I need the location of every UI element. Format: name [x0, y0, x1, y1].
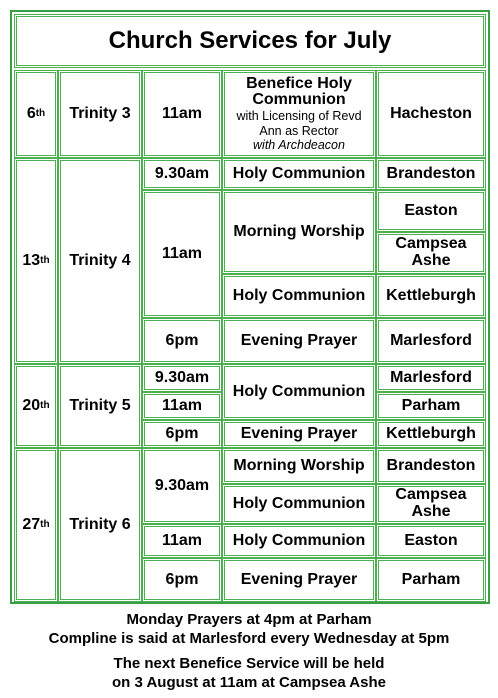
date-cell: 13 th: [14, 158, 58, 364]
time-cell: 6pm: [142, 558, 222, 602]
time-cell: 9.30am: [142, 364, 222, 392]
time-cell: 9.30am: [142, 158, 222, 190]
place-cell: Parham: [376, 558, 486, 602]
time-cell: 9.30am: [142, 448, 222, 524]
service-cell: Holy Communion: [222, 274, 376, 318]
place-cell: Brandeston: [376, 158, 486, 190]
place-cell: Easton: [376, 524, 486, 558]
place-cell: Hacheston: [376, 70, 486, 158]
place-cell: Campsea Ashe: [376, 232, 486, 274]
place-cell: Marlesford: [376, 318, 486, 364]
monday-prayers-note: Monday Prayers at 4pm at Parham: [126, 611, 372, 628]
place-cell: Campsea Ashe: [376, 484, 486, 524]
date-cell: 6 th: [14, 70, 58, 158]
date-cell: 20 th: [14, 364, 58, 448]
place-cell: Easton: [376, 190, 486, 232]
time-cell: 6pm: [142, 420, 222, 448]
place-cell: Kettleburgh: [376, 420, 486, 448]
service-cell: [222, 70, 376, 158]
service-cell: Holy Communion: [222, 484, 376, 524]
place-cell: Marlesford: [376, 364, 486, 392]
footer-notes: [0, 610, 498, 692]
page-title: Church Services for July: [14, 14, 486, 68]
service-cell: Evening Prayer: [222, 318, 376, 364]
date-number: 6: [26, 104, 36, 122]
date-number: 20: [22, 396, 41, 414]
service-cell: Morning Worship: [222, 448, 376, 484]
service-cell: Holy Communion: [222, 158, 376, 190]
time-cell: 11am: [142, 70, 222, 158]
sunday-cell: Trinity 5: [58, 364, 142, 448]
sunday-cell: Trinity 4: [58, 158, 142, 364]
time-cell: 6pm: [142, 318, 222, 364]
date-number: 13: [22, 251, 41, 269]
place-cell: Parham: [376, 392, 486, 420]
time-cell: 11am: [142, 392, 222, 420]
date-cell: 27 th: [14, 448, 58, 602]
sunday-cell: Trinity 6: [58, 448, 142, 602]
service-cell: Holy Communion: [222, 364, 376, 420]
service-cell: Evening Prayer: [222, 420, 376, 448]
next-service-note: The next Benefice Service will be held: [113, 655, 385, 672]
place-cell: Kettleburgh: [376, 274, 486, 318]
service-cell: Evening Prayer: [222, 558, 376, 602]
service-note-archdeacon: with Archdeacon: [253, 137, 345, 152]
service-cell: Holy Communion: [222, 524, 376, 558]
time-cell: 11am: [142, 190, 222, 318]
next-service-date-note: on 3 August at 11am at Campsea Ashe: [112, 674, 386, 691]
service-cell: Morning Worship: [222, 190, 376, 274]
compline-note: Compline is said at Marlesford every Wednesday at 5pm: [48, 630, 450, 647]
service-title: Benefice Holy Communion: [246, 74, 352, 109]
service-note: with Licensing of Revd Ann as Rector: [236, 109, 362, 138]
time-cell: 11am: [142, 524, 222, 558]
place-cell: Brandeston: [376, 448, 486, 484]
sunday-cell: Trinity 3: [58, 70, 142, 158]
date-number: 27: [22, 515, 41, 533]
